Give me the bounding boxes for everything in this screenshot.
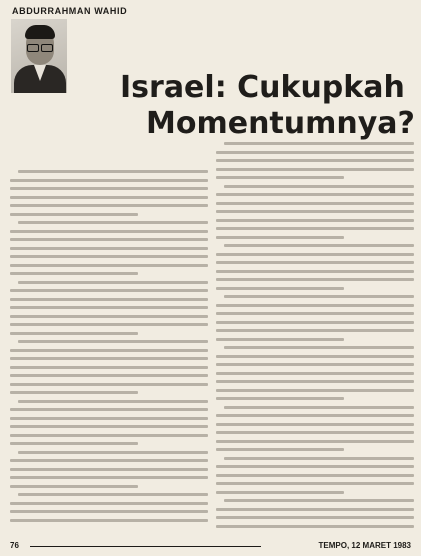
body-text-line bbox=[216, 431, 414, 434]
body-text-line bbox=[10, 213, 138, 216]
page-footer bbox=[0, 541, 421, 553]
body-text-line bbox=[18, 170, 208, 173]
body-text-line bbox=[10, 374, 208, 377]
body-text-line bbox=[216, 210, 414, 213]
body-text-line bbox=[10, 264, 208, 267]
body-text-line bbox=[224, 457, 414, 460]
body-text-line bbox=[224, 142, 414, 145]
body-text-line bbox=[216, 508, 414, 511]
author-photo bbox=[11, 19, 67, 93]
body-text-line bbox=[10, 255, 208, 258]
body-text-line bbox=[18, 493, 208, 496]
body-text-line bbox=[216, 440, 414, 443]
body-text-line bbox=[224, 346, 414, 349]
body-text-line bbox=[10, 425, 208, 428]
body-text-line bbox=[10, 204, 208, 207]
issue-info: TEMPO, 12 MARET 1983 bbox=[318, 541, 411, 550]
body-text-line bbox=[216, 176, 344, 179]
body-text-line bbox=[18, 340, 208, 343]
body-text-line bbox=[216, 227, 414, 230]
body-text-line bbox=[216, 363, 414, 366]
body-text-line bbox=[10, 434, 208, 437]
body-text-line bbox=[216, 380, 414, 383]
body-text-line bbox=[10, 247, 208, 250]
body-text-line bbox=[224, 244, 414, 247]
body-text-line bbox=[10, 366, 208, 369]
body-text-line bbox=[10, 391, 138, 394]
body-text-line bbox=[10, 383, 208, 386]
body-text-line bbox=[10, 230, 208, 233]
body-text-line bbox=[10, 442, 138, 445]
body-text-line bbox=[216, 278, 414, 281]
body-text-line bbox=[10, 510, 208, 513]
body-text-line bbox=[10, 306, 208, 309]
article-body-left-column bbox=[10, 170, 208, 533]
body-text-line bbox=[10, 468, 208, 471]
body-text-line bbox=[18, 451, 208, 454]
body-text-line bbox=[10, 315, 208, 318]
body-text-line bbox=[18, 281, 208, 284]
body-text-line bbox=[216, 329, 414, 332]
body-text-line bbox=[10, 298, 208, 301]
body-text-line bbox=[216, 321, 414, 324]
body-text-line bbox=[216, 423, 414, 426]
body-text-line bbox=[216, 338, 344, 341]
body-text-line bbox=[10, 476, 208, 479]
body-text-line bbox=[10, 272, 138, 275]
body-text-line bbox=[18, 221, 208, 224]
body-text-line bbox=[224, 185, 414, 188]
body-text-line bbox=[216, 448, 344, 451]
body-text-line bbox=[216, 159, 414, 162]
article-headline bbox=[100, 70, 415, 142]
body-text-line bbox=[10, 417, 208, 420]
body-text-line bbox=[216, 202, 414, 205]
body-text-line bbox=[216, 193, 414, 196]
body-text-line bbox=[10, 519, 208, 522]
body-text-line bbox=[10, 357, 208, 360]
headline-line-1: Israel: Cukupkah bbox=[120, 70, 405, 105]
body-text-line bbox=[216, 168, 414, 171]
body-text-line bbox=[10, 196, 208, 199]
body-text-line bbox=[224, 295, 414, 298]
body-text-line bbox=[10, 408, 208, 411]
body-text-line bbox=[216, 474, 414, 477]
body-text-line bbox=[10, 238, 208, 241]
body-text-line bbox=[18, 400, 208, 403]
body-text-line bbox=[216, 270, 414, 273]
body-text-line bbox=[216, 482, 414, 485]
body-text-line bbox=[10, 289, 208, 292]
body-text-line bbox=[10, 323, 208, 326]
body-text-line bbox=[10, 349, 208, 352]
body-text-line bbox=[216, 219, 414, 222]
body-text-line bbox=[10, 332, 138, 335]
footer-rule bbox=[30, 546, 261, 547]
article-body-right-column bbox=[216, 142, 414, 533]
body-text-line bbox=[216, 372, 414, 375]
body-text-line bbox=[10, 459, 208, 462]
body-text-line bbox=[216, 151, 414, 154]
body-text-line bbox=[216, 525, 414, 528]
body-text-line bbox=[216, 261, 414, 264]
body-text-line bbox=[216, 389, 414, 392]
body-text-line bbox=[216, 355, 414, 358]
body-text-line bbox=[10, 502, 208, 505]
body-text-line bbox=[224, 499, 414, 502]
body-text-line bbox=[216, 312, 414, 315]
body-text-line bbox=[216, 287, 344, 290]
body-text-line bbox=[216, 516, 414, 519]
body-text-line bbox=[216, 465, 414, 468]
body-text-line bbox=[10, 485, 138, 488]
body-text-line bbox=[216, 397, 344, 400]
body-text-line bbox=[216, 491, 344, 494]
body-text-line bbox=[216, 304, 414, 307]
body-text-line bbox=[10, 179, 208, 182]
body-text-line bbox=[216, 236, 344, 239]
body-text-line bbox=[216, 414, 414, 417]
body-text-line bbox=[10, 187, 208, 190]
body-text-line bbox=[224, 406, 414, 409]
headline-line-2: Momentumnya? bbox=[146, 106, 415, 141]
body-text-line bbox=[216, 253, 414, 256]
page-number: 76 bbox=[10, 541, 19, 550]
author-byline: ABDURRAHMAN WAHID bbox=[12, 6, 128, 16]
